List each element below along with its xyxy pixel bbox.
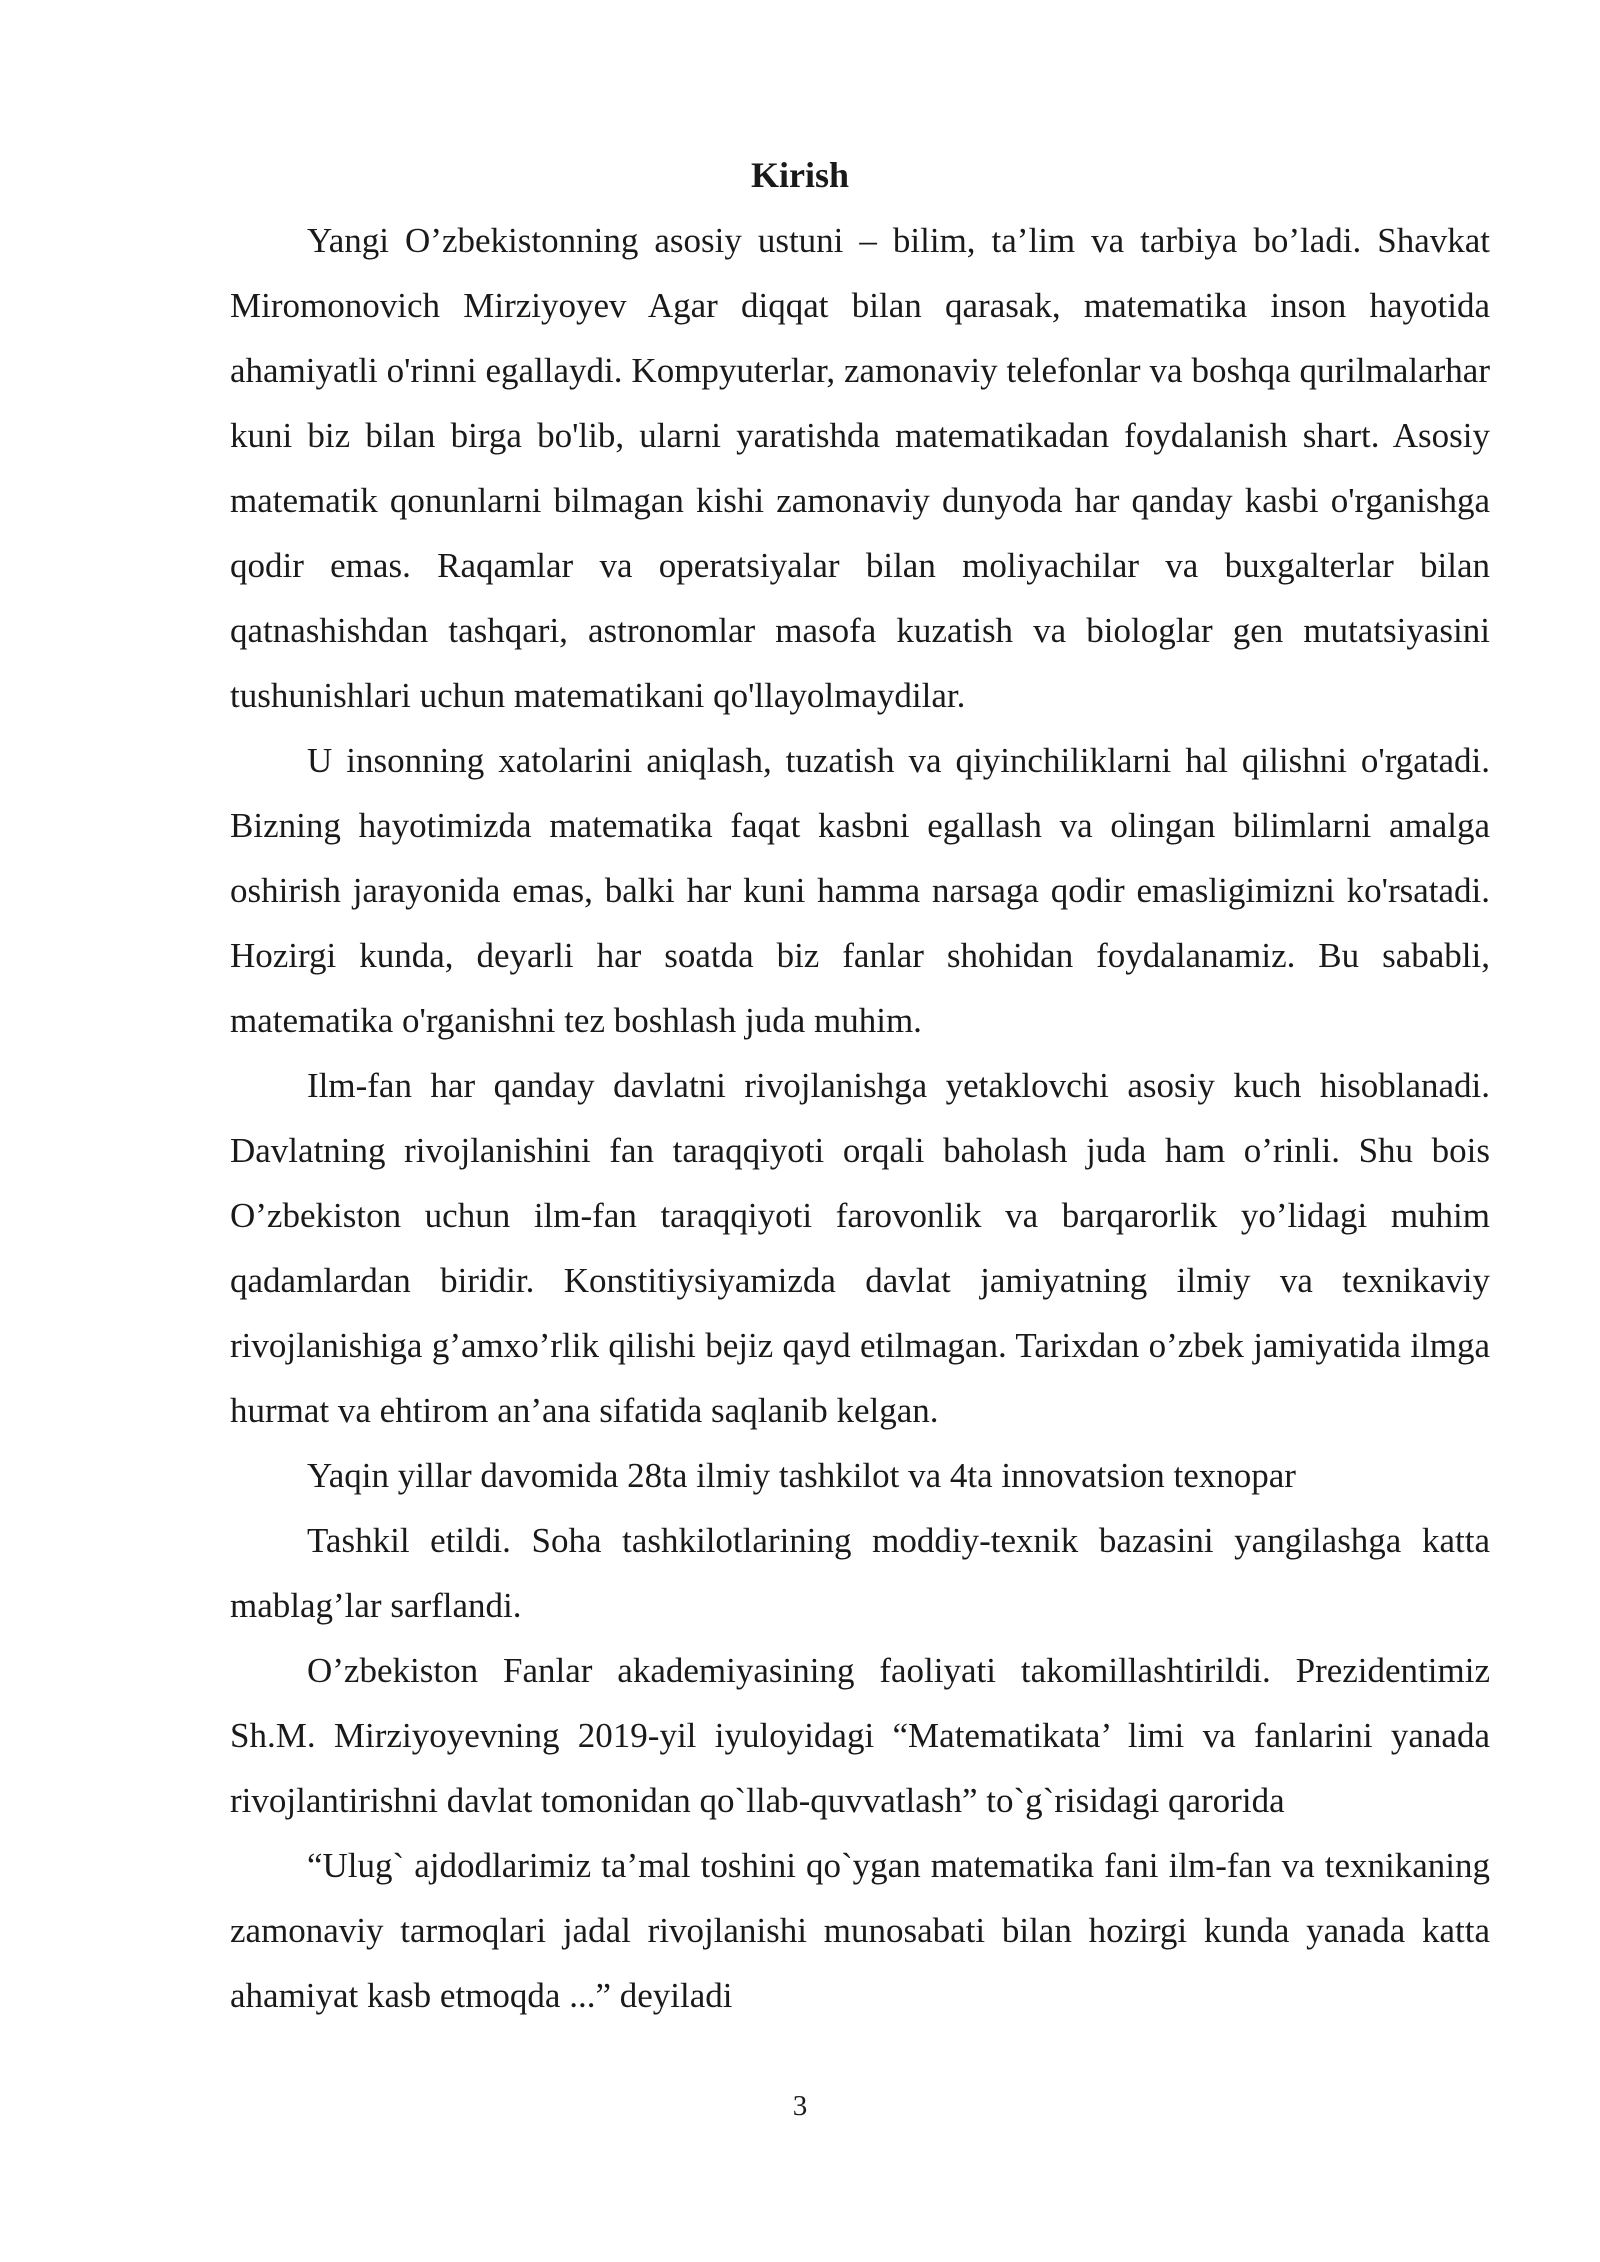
- paragraph: Yangi O’zbekistonning asosiy ustuni – bilim, ta’lim va tarbiya bo’ladi. Shavkat Miromonovich Mirziyoyev Agar diqqat bilan qarasak, matematika inson hayotida ahamiyatli o'rinni egallaydi. Kompyuterlar, zamonaviy telefonlar va boshqa qurilmalarhar kuni biz bilan birga bo'lib, ularni yaratishda matematikadan foydalanish shart. Asosiy matematik qonunlarni bilmagan kishi zamonaviy dunyoda har qanday kasbi o'rganishga qodir emas. Raqamlar va operatsiyalar bilan moliyachilar va buxgalterlar bilan qatnashishdan tashqari, astronomlar masofa kuzatish va biologlar gen mutatsiyasini tushunishlari uchun matematikani qo'llayolmaydilar.: [230, 221, 1490, 715]
- body-text: [230, 208, 1490, 2028]
- paragraph: “Ulug` ajdodlarimiz ta’mal toshini qo`ygan matematika fani ilm-fan va texnikaning zamonaviy tarmoqlari jadal rivojlanishi munosabati bilan hozirgi kunda yanada katta ahamiyat kasb etmoqda ...” deyiladi: [230, 1846, 1490, 2015]
- section-heading: Kirish: [750, 155, 849, 195]
- paragraph: Ilm-fan har qanday davlatni rivojlanishga yetaklovchi asosiy kuch hisoblanadi. Davlatning rivojlanishini fan taraqqiyoti orqali baholash juda ham o’rinli. Shu bois O’zbekiston uchun ilm-fan taraqqiyoti farovonlik va barqarorlik yo’lidagi muhim qadamlardan biridir. Konstitiysiyamizda davlat jamiyatning ilmiy va texnikaviy rivojlanishiga g’amxo’rlik qilishi bejiz qayd etilmagan. Tarixdan o’zbek jamiyatida ilmga hurmat va ehtirom an’ana sifatida saqlanib kelgan.: [230, 1066, 1490, 1430]
- paragraph: Yaqin yillar davomida 28ta ilmiy tashkilot va 4ta innovatsion texnopar: [307, 1456, 1296, 1495]
- paragraph: U insonning xatolarini aniqlash, tuzatish va qiyinchiliklarni hal qilishni o'rgatadi. Bizning hayotimizda matematika faqat kasbni egallash va olingan bilimlarni amalga oshirish jarayonida emas, balki har kuni hamma narsaga qodir emasligimizni ko'rsatadi. Hozirgi kunda, deyarli har soatda biz fanlar shohidan foydalanamiz. Bu sababli, matematika o'rganishni tez boshlash juda muhim.: [230, 741, 1490, 1040]
- page-number: 3: [792, 2090, 808, 2122]
- paragraph: Tashkil etildi. Soha tashkilotlarining moddiy-texnik bazasini yangilashga katta mablag’lar sarflandi.: [230, 1521, 1490, 1625]
- paragraph: O’zbekiston Fanlar akademiyasining faoliyati takomillashtirildi. Prezidentimiz Sh.M. Mirziyoyevning 2019-yil iyuloyidagi “Matematikata’ limi va fanlarini yanada rivojlantirishni davlat tomonidan qo`llab-quvvatlash” to`g`risidagi qarorida: [230, 1651, 1490, 1820]
